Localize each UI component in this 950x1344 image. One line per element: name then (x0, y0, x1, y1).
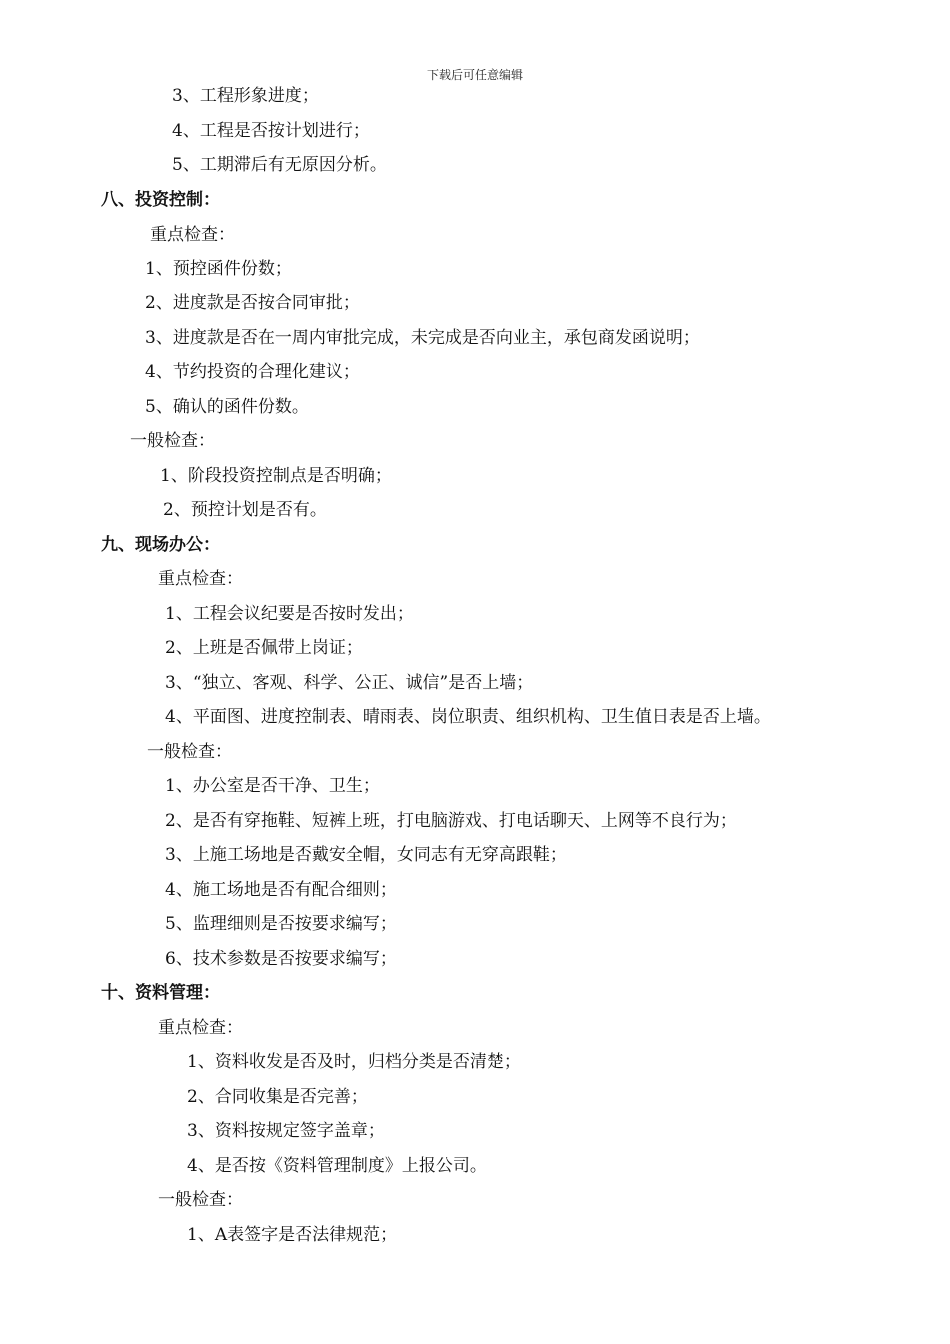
list-item: 1、资料收发是否及时，归档分类是否清楚； (187, 1052, 521, 1072)
list-item: 5、确认的函件份数。 (145, 397, 309, 417)
key-check-label: 重点检查： (150, 225, 235, 245)
list-item: 2、上班是否佩带上岗证； (165, 638, 363, 658)
general-check-label: 一般检查： (158, 1190, 243, 1210)
list-item: 1、工程会议纪要是否按时发出； (165, 604, 414, 624)
list-item: 5、工期滞后有无原因分析。 (172, 155, 387, 175)
section-heading-site-office: 九、现场办公： (101, 535, 220, 555)
list-item: 2、进度款是否按合同审批； (145, 293, 360, 313)
list-item: 3、上施工场地是否戴安全帽，女同志有无穿高跟鞋； (165, 845, 567, 865)
key-check-label: 重点检查： (158, 1018, 243, 1038)
list-item: 3、工程形象进度； (172, 86, 319, 106)
list-item: 4、平面图、进度控制表、晴雨表、岗位职责、组织机构、卫生值日表是否上墙。 (165, 707, 771, 727)
list-item: 4、是否按《资料管理制度》上报公司。 (187, 1156, 487, 1176)
list-item: 6、技术参数是否按要求编写； (165, 949, 397, 969)
list-item: 4、工程是否按计划进行； (172, 121, 370, 141)
page-header: 下载后可任意编辑 (426, 68, 523, 82)
general-check-label: 一般检查： (147, 742, 232, 762)
list-item: 1、预控函件份数； (145, 259, 292, 279)
list-item: 2、预控计划是否有。 (163, 500, 327, 520)
list-item: 4、施工场地是否有配合细则； (165, 880, 397, 900)
key-check-label: 重点检查： (158, 569, 243, 589)
section-heading-investment-control: 八、投资控制： (101, 190, 220, 210)
list-item: 1、办公室是否干净、卫生； (165, 776, 380, 796)
list-item: 5、监理细则是否按要求编写； (165, 914, 397, 934)
list-item: 1、阶段投资控制点是否明确； (160, 466, 392, 486)
list-item: 2、是否有穿拖鞋、短裤上班，打电脑游戏、打电话聊天、上网等不良行为； (165, 811, 737, 831)
list-item: 1、A表签字是否法律规范； (187, 1225, 398, 1245)
section-heading-document-management: 十、资料管理： (101, 983, 220, 1003)
list-item: 3、“独立、客观、科学、公正、诚信”是否上墙； (165, 673, 534, 693)
list-item: 3、进度款是否在一周内审批完成，未完成是否向业主，承包商发函说明； (145, 328, 700, 348)
list-item: 4、节约投资的合理化建议； (145, 362, 360, 382)
list-item: 2、合同收集是否完善； (187, 1087, 368, 1107)
list-item: 3、资料按规定签字盖章； (187, 1121, 385, 1141)
general-check-label: 一般检查： (130, 431, 215, 451)
